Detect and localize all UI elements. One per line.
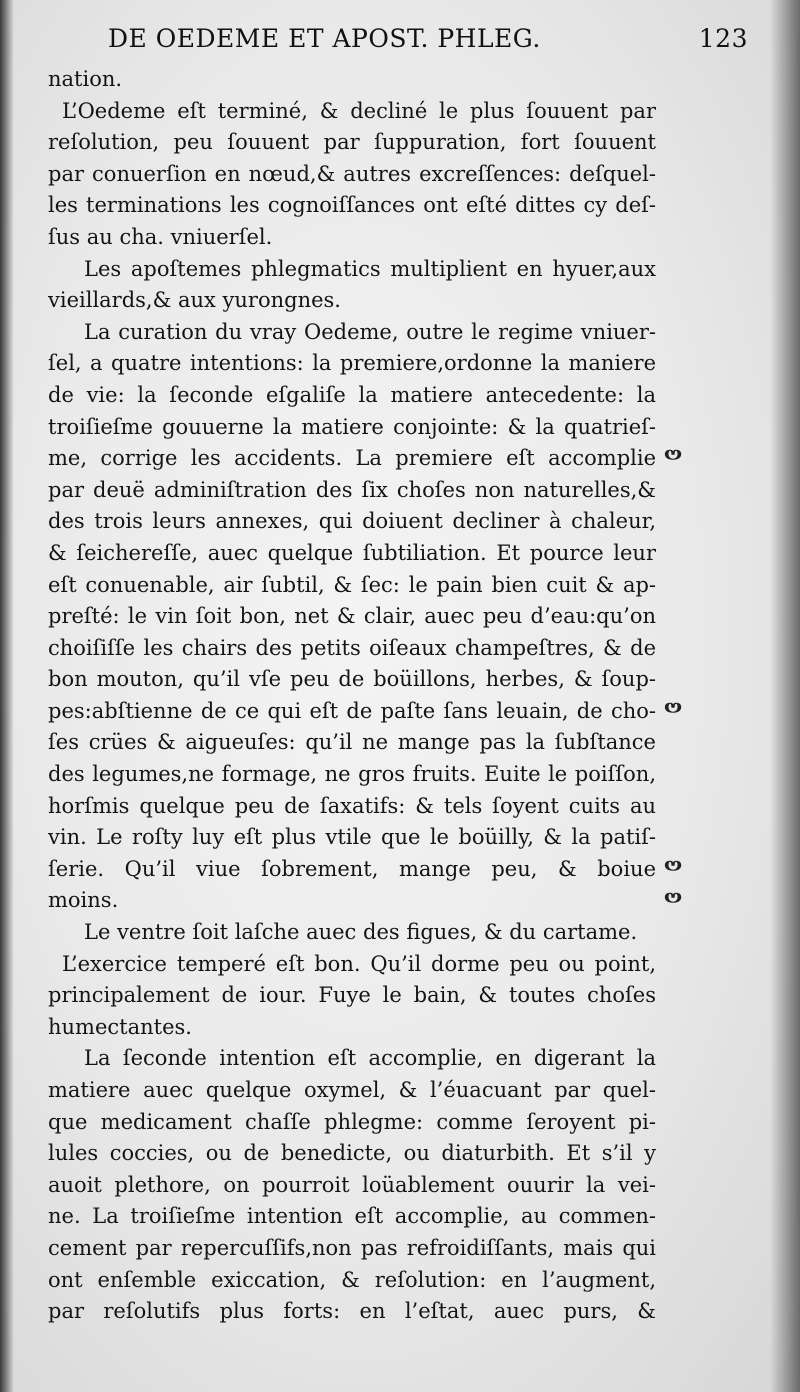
text-line: L’Oedeme eſt terminé, & decliné le plus ſouuent par bbox=[62, 98, 656, 123]
margin-symbol: ɷ bbox=[664, 887, 682, 910]
text-line: que medicament chaſſe phlegme: comme ſeroyent pi- bbox=[48, 1109, 656, 1134]
text-line: ſerie. Qu’il viue ſobrement, mange peu, & boiue bbox=[48, 856, 656, 881]
text-line: eſt conuenable, air ſubtil, & ſec: le pain bien cuit & ap- bbox=[48, 572, 656, 597]
text-line: La ſeconde intention eſt accomplie, en digerant la bbox=[84, 1046, 656, 1071]
text-line: bon mouton, qu’il vſe peu de boüillons, herbes, & ſoup- bbox=[48, 667, 656, 692]
text-line: horſmis quelque peu de ſaxatifs: & tels ſoyent cuits au bbox=[48, 793, 656, 818]
text-line: moins. bbox=[48, 888, 119, 913]
text-line: de vie: la ſeconde eſgaliſe la matiere antecedente: la bbox=[48, 382, 656, 407]
text-line: reſolution, peu ſouuent par ſuppuration, fort ſouuent bbox=[48, 130, 656, 155]
text-line: La curation du vray Oedeme, outre le regime vniuer- bbox=[84, 319, 656, 344]
running-header bbox=[108, 24, 748, 58]
text-line: vin. Le roſty luy eſt plus vtile que le boüilly, & la patiſ- bbox=[48, 825, 656, 850]
text-line: par deuë adminiſtration des ſix choſes non naturelles,& bbox=[48, 477, 656, 502]
margin-symbol: ɷ bbox=[664, 445, 682, 468]
text-line: Le ventre ſoit laſche auec des figues, & du cartame. bbox=[84, 920, 638, 945]
text-line: pes:abſtienne de ce qui eſt de paſte ſans leuain, de cho- bbox=[48, 698, 656, 723]
text-line: auoit plethore, on pourroit loüablement ouurir la vei- bbox=[48, 1172, 656, 1197]
text-line: par conuerſion en nœud,& autres excreſſences: deſquel- bbox=[48, 161, 656, 186]
margin-symbol: ɷ bbox=[664, 698, 682, 720]
body-text bbox=[48, 64, 656, 1328]
gutter-shadow bbox=[0, 0, 14, 1392]
text-line: me, corrige les accidents. La premiere eſt accomplie bbox=[48, 446, 656, 471]
text-line: des legumes,ne formage, ne gros fruits. Euite le poiſſon, bbox=[48, 762, 656, 787]
text-line: cement par repercuſſifs,non pas refroidiſſants, mais qui bbox=[48, 1235, 656, 1260]
text-line: ne. La troiſieſme intention eſt accomplie, au commen- bbox=[48, 1204, 656, 1229]
text-line: par reſolutifs plus forts: en l’eſtat, auec purs, & bbox=[48, 1299, 656, 1324]
text-line: matiere auec quelque oxymel, & l’éuacuant par quel- bbox=[48, 1078, 656, 1102]
page-number: 123 bbox=[698, 24, 748, 53]
text-line: lules coccies, ou de benedicte, ou diaturbith. Et s’il y bbox=[48, 1141, 656, 1166]
text-line: preſté: le vin ſoit bon, net & clair, auec peu d’eau:qu’on bbox=[48, 604, 656, 629]
text-line: ont enſemble exiccation, & reſolution: en l’augment, bbox=[48, 1267, 656, 1292]
edge-shadow bbox=[770, 0, 800, 1392]
text-line: ſel, a quatre intentions: la premiere,ordonne la maniere bbox=[48, 351, 656, 376]
text-line: principalement de iour. Fuye le bain, & toutes choſes bbox=[48, 983, 656, 1008]
text-line: L’exercice temperé eſt bon. Qu’il dorme peu ou point, bbox=[62, 951, 656, 976]
text-line: les terminations les cognoiſſances ont eſté dittes cy deſ- bbox=[48, 193, 656, 218]
text-line: humectantes. bbox=[48, 1014, 192, 1039]
text-line: ſus au cha. vniuerſel. bbox=[48, 224, 273, 249]
text-line: choiſiſſe les chairs des petits oiſeaux champeſtres, & de bbox=[48, 635, 656, 660]
text-line: des trois leurs annexes, qui doiuent decliner à chaleur, bbox=[48, 509, 656, 534]
text-line: ſes crües & aigueuſes: qu’il ne mange pas la ſubſtance bbox=[48, 730, 656, 755]
text-line: vieillards,& aux yurongnes. bbox=[48, 288, 341, 313]
margin-symbol: ɷ bbox=[664, 856, 682, 878]
running-title: DE OEDEME ET APOST. PHLEG. bbox=[108, 24, 541, 53]
text-line: troiſieſme gouuerne la matiere conjointe: & la quatrieſ- bbox=[48, 414, 656, 439]
text-line: & ſeichereſſe, auec quelque ſubtiliation. Et pource leur bbox=[48, 540, 656, 565]
text-line: Les apoſtemes phlegmatics multiplient en hyuer,aux bbox=[84, 256, 656, 281]
text-line: nation. bbox=[48, 67, 123, 91]
